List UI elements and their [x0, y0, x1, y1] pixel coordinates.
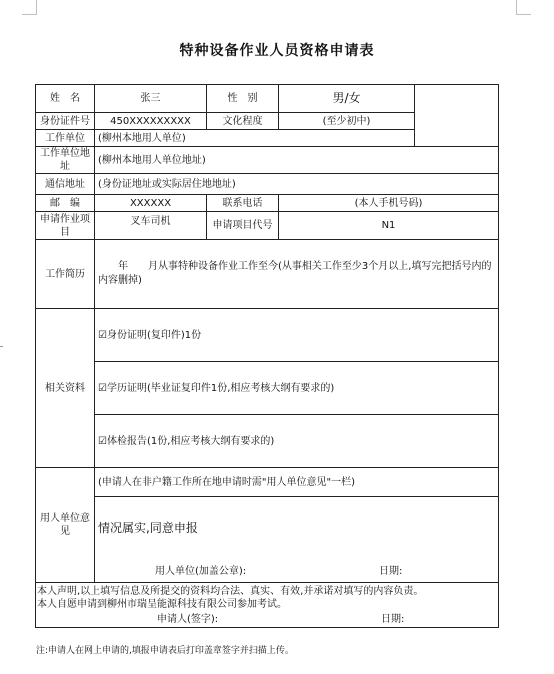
job-label: 申请作业项目: [36, 212, 95, 240]
document-item-diploma[interactable]: ☑学历证明(毕业证复印件1份,相应考核大纲有要求的): [95, 362, 499, 415]
resume-label: 工作简历: [36, 240, 95, 309]
job-code-label: 申请项目代号: [207, 212, 279, 240]
unit-label: 工作单位: [36, 130, 95, 147]
gender-value[interactable]: 男/女: [279, 85, 415, 113]
opinion-label: 用人单位意见: [36, 468, 95, 583]
phone-value[interactable]: (本人手机号码): [279, 195, 499, 212]
mail-address-label: 通信地址: [36, 174, 95, 195]
document-item-id[interactable]: ☑身份证明(复印件)1份: [95, 309, 499, 362]
gender-label: 性 别: [207, 85, 279, 113]
resume-value[interactable]: 年 月从事特种设备作业工作至今(从事相关工作至少3个月以上,填写完把括号内的内容删掉): [95, 240, 499, 309]
page-corner-mark: [22, 0, 37, 15]
opinion-sign-row: [95, 561, 498, 581]
documents-label: 相关资料: [36, 309, 95, 468]
application-form: [35, 84, 499, 628]
opinion-date-label: 日期:: [379, 566, 403, 578]
phone-label: 联系电话: [207, 195, 279, 212]
id-label: 身份证件号: [36, 113, 95, 130]
name-label: 姓 名: [36, 85, 95, 113]
postcode-value[interactable]: XXXXXX: [95, 195, 207, 212]
unit-address-value[interactable]: (柳州本地用人单位地址): [95, 147, 499, 174]
applicant-sign-row: [37, 611, 495, 627]
applicant-sign-label: 申请人(签字):: [157, 614, 219, 625]
name-value[interactable]: 张三: [95, 85, 207, 113]
declaration-line-1: 本人声明,以上填写信息及所提交的资料均合法、真实、有效,并承诺对填写的内容负责。: [37, 586, 424, 597]
form-title: 特种设备作业人员资格申请表: [179, 43, 375, 59]
opinion-sign-label: 用人单位(加盖公章):: [155, 566, 247, 578]
opinion-note: (申请人在非户籍工作所在地申请时需"用人单位意见"一栏): [95, 468, 499, 497]
opinion-value[interactable]: 情况属实,同意申报: [95, 497, 499, 561]
job-code-value[interactable]: N1: [279, 212, 499, 240]
document-item-health[interactable]: ☑体检报告(1份,相应考核大纲有要求的): [95, 415, 499, 468]
page-corner-mark: [516, 0, 531, 15]
applicant-date-label: 日期:: [381, 614, 405, 625]
education-value[interactable]: (至少初中): [279, 113, 415, 130]
unit-address-label: 工作单位地址: [36, 147, 95, 174]
unit-value[interactable]: (柳州本地用人单位): [95, 130, 415, 147]
education-label: 文化程度: [207, 113, 279, 130]
declaration-line-2: 本人自愿申请到柳州市瑞呈能源科技有限公司参加考试。: [37, 599, 287, 610]
margin-mark: [0, 346, 3, 347]
footnote: 注:申请人在网上申请的,填报申请表后打印盖章签字并扫描上传。: [36, 646, 294, 656]
mail-address-value[interactable]: (身份证地址或实际居住地地址): [95, 174, 499, 195]
job-value[interactable]: 叉车司机: [95, 212, 207, 240]
photo-box: [415, 85, 499, 147]
postcode-label: 邮 编: [36, 195, 95, 212]
id-value[interactable]: 450XXXXXXXXX: [95, 113, 207, 130]
